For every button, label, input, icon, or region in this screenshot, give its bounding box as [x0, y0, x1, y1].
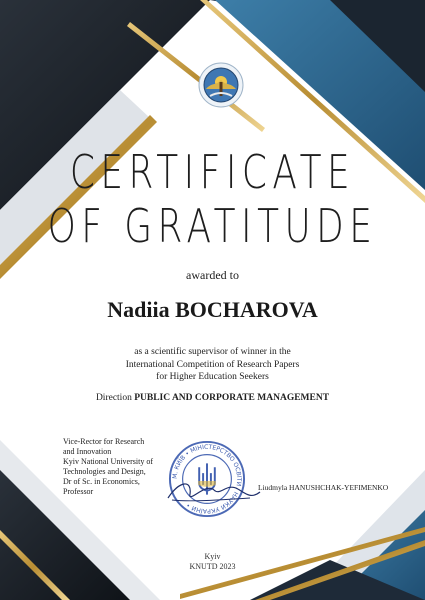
issue-place-and-year [0, 552, 425, 572]
stamp-text: М. КИЇВ • МІНІСТЕРСТВО ОСВІТИ І НАУКИ УКРАЇНИ • [171, 443, 243, 515]
issue-city: Kyiv [204, 552, 221, 561]
signatory-position-line: and Innovation [63, 447, 112, 456]
awarded-to-label: awarded to [186, 268, 239, 282]
signatory-position-line: Vice-Rector for Research [63, 437, 145, 446]
signatory-position-line: Dr of Sc. in Economics, [63, 477, 140, 486]
direction-label: Direction [95, 393, 132, 403]
handwritten-signature [150, 470, 270, 510]
award-description [0, 346, 425, 384]
recipient-name: Nadiia BOCHAROVA [107, 297, 318, 322]
university-emblem [198, 62, 244, 108]
direction-value: PUBLIC AND CORPORATE MANAGEMENT [134, 393, 330, 403]
signatory-position-line: Technologies and Design, [63, 467, 146, 476]
description-line: as a scientific supervisor of winner in the [134, 347, 291, 357]
direction-line [0, 393, 425, 403]
signatory-position-line: Professor [63, 487, 94, 496]
signatory-name: Liudmyla HANUSHCHAK-YEFIMENKO [258, 483, 389, 492]
signatory-position-line: Kyiv National University of [63, 457, 153, 466]
issue-institution-year: KNUTD 2023 [189, 562, 236, 571]
description-line: International Competition of Research Papers [125, 359, 300, 370]
description-line: for Higher Education Seekers [156, 372, 269, 382]
certificate-title-line-2: OF GRATITUDE [47, 199, 378, 253]
certificate-title-line-1: CERTIFICATE [69, 145, 356, 199]
